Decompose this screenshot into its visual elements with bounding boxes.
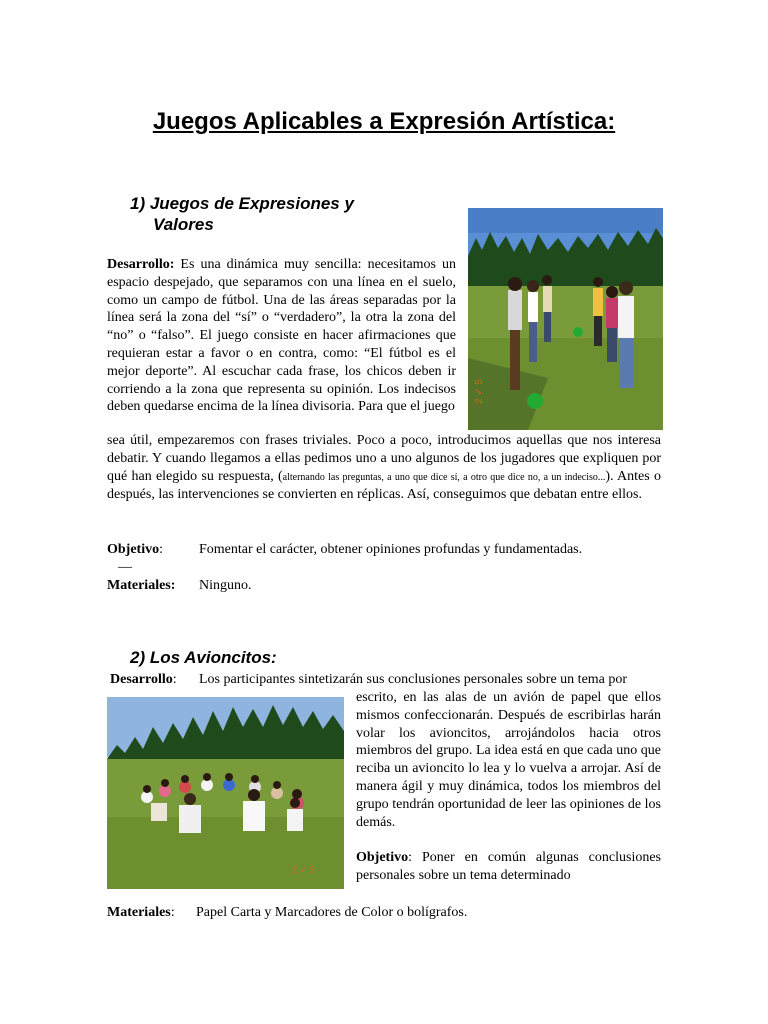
desarrollo-closing-text: ). Antes o después, las intervenciones se convierten en réplicas. Así, conseguimos que debatan entre ellos.: [107, 468, 661, 503]
section2-desarrollo-paragraph: escrito, en las alas de un avión de papel que ellos mismos confeccionarán. Después de escribirlas harán volar los avioncitos, arrojándolos hacia otros miembros del grupo. La idea está en que cada uno que reciba un avioncito lo lea y lo vuelva a arrojar. Así de manera ágil y muy dinámica, todos los miembros del grupo tendrán oportunidad de leer las opiniones de los demás.: [356, 690, 661, 830]
section2-desarrollo-label-wrap: [110, 671, 177, 689]
section2-objetivo-paragraph: [356, 849, 661, 885]
section1-heading-line1: 1) Juegos de Expresiones y: [130, 194, 354, 213]
section1-desarrollo-paragraph: [107, 256, 456, 416]
section2-materiales-text: Papel Carta y Marcadores de Color o bolígrafos.: [196, 905, 468, 920]
section1-objetivo-label-wrap: [107, 541, 163, 559]
section1-desarrollo-continuation: [107, 432, 661, 504]
photo-date-stamp: 2 ✓ 5: [474, 378, 485, 404]
section1-dash: __: [118, 555, 132, 570]
objetivo-label: Objetivo: [107, 542, 160, 557]
objetivo-colon: :: [159, 542, 163, 557]
section2-heading: 2) Los Avioncitos:: [130, 648, 277, 667]
section2-desarrollo-first-line: Los participantes sintetizarán sus conclusiones personales sobre un tema por: [199, 672, 628, 687]
section1-materiales-label: [107, 577, 175, 595]
page-title: Juegos Aplicables a Expresión Artística:: [152, 108, 616, 135]
photo-date-stamp: 2 ✓ 3: [292, 865, 315, 875]
desarrollo-continuation-text: sea útil, empezaremos con frases triviales. Poco a poco, introducimos aquellas que nos interesa debatir. Y cuando llegamos a ellas pedimos uno a uno algunos de los jugadores que expliquen por qué han elegido su respuesta, (: [107, 433, 661, 484]
section2-desarrollo-label: Desarrollo: [110, 672, 173, 687]
section2-desarrollo-colon: :: [172, 672, 177, 687]
desarrollo-aside-text: alternando las preguntas, a uno que dice sí, a otro que dice no, a un indeciso...: [282, 471, 606, 483]
section2-photo: [107, 697, 344, 889]
desarrollo-label: Desarrollo:: [107, 257, 175, 272]
materiales-label: Materiales:: [107, 578, 176, 593]
section2-objetivo-label: Objetivo: [356, 850, 409, 865]
section2-materiales-label: Materiales: [107, 905, 171, 920]
section1-objetivo-text: Fomentar el carácter, obtener opiniones profundas y fundamentadas.: [199, 542, 583, 557]
section2-materiales-label-wrap: Materiales:: [107, 905, 175, 920]
section1-photo: [468, 208, 663, 430]
desarrollo-text: Es una dinámica muy sencilla: necesitamos un espacio despejado, que separamos con una línea en el suelo, como un campo de fútbol. Una de las áreas separadas por la línea será la zona del “sí” o “verdadero”, la otra la zona del “no” o “falso”. El juego consiste en hacer afirmaciones que requieran estar a favor o en contra, como: “El fútbol es el mejor deporte”. Al escuchar cada frase, los chicos deben ir corriendo a la zona que representa su opinión. Los indecisos deben quedarse encima de la línea divisoria. Para que el juego: [107, 257, 457, 415]
section1-heading-line2: Valores: [153, 215, 214, 234]
section1-materiales-text: Ninguno.: [199, 578, 252, 593]
section2-objetivo-text: : Poner en común algunas conclusiones personales sobre un tema determinado: [356, 850, 661, 883]
